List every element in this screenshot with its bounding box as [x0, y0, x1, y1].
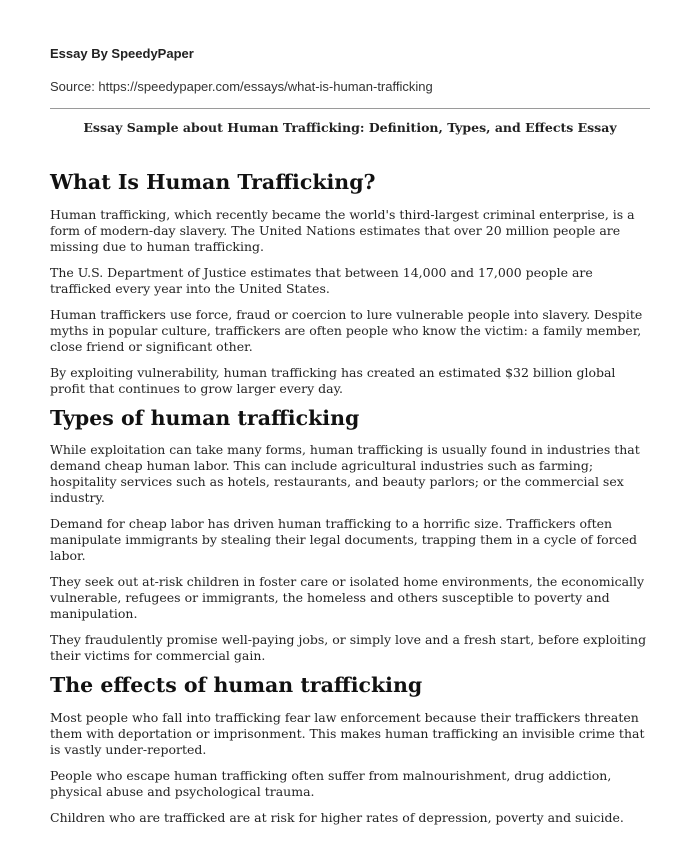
paragraph: Human traffickers use force, fraud or coercion to lure vulnerable people into slavery. Despite myths in popular culture, traffickers are often people who know the victim: a family member, close friend or significant other.	[50, 306, 643, 354]
paragraph: People who escape human trafficking often suffer from malnourishment, drug addiction, physical abuse and psychological trauma.	[50, 767, 612, 799]
section-heading: The effects of human trafficking	[50, 673, 423, 698]
section-heading: Types of human trafficking	[50, 405, 360, 430]
paragraph: By exploiting vulnerability, human trafficking has created an estimated $32 billion global profit that continues to grow larger every day.	[50, 364, 616, 396]
paragraph: Demand for cheap labor has driven human trafficking to a horrific size. Traffickers often manipulate immigrants by stealing their legal documents, trapping them in a cycle of forced labor.	[50, 516, 637, 564]
brand-line: Essay By SpeedyPaper	[50, 46, 194, 61]
paragraph: The U.S. Department of Justice estimates that between 14,000 and 17,000 people are trafficked every year into the United States.	[50, 264, 593, 296]
section-types	[50, 407, 650, 665]
paragraph: Most people who fall into trafficking fear law enforcement because their traffickers threaten them with deportation or imprisonment. This makes human trafficking an invisible crime that is vastly under-reported.	[50, 709, 645, 757]
paragraph: Human trafficking, which recently became the world's third-largest criminal enterprise, is a form of modern-day slavery. The United Nations estimates that over 20 million people are missing due to human trafficking.	[50, 206, 635, 254]
paragraph: Children who are trafficked are at risk for higher rates of depression, poverty and suicide.	[50, 809, 624, 825]
paragraph: They seek out at-risk children in foster care or isolated home environments, the economically vulnerable, refugees or immigrants, the homeless and others susceptible to poverty and manipulation.	[50, 574, 645, 622]
header-divider	[50, 108, 650, 109]
paragraph: They fraudulently promise well-paying jobs, or simply love and a fresh start, before exploiting their victims for commercial gain.	[50, 632, 647, 664]
section-effects	[50, 674, 650, 826]
section-heading: What Is Human Trafficking?	[50, 170, 376, 194]
source-line: Source: https://speedypaper.com/essays/what-is-human-trafficking	[50, 79, 433, 94]
section-what-is	[50, 171, 650, 397]
paragraph: While exploitation can take many forms, human trafficking is usually found in industries that demand cheap human labor. This can include agricultural industries such as farming; hospitality services such as hotels, restaurants, and beauty parlors; or the commercial sex industry.	[50, 442, 640, 506]
essay-sample-title: Essay Sample about Human Trafficking: Definition, Types, and Effects Essay	[83, 120, 617, 135]
